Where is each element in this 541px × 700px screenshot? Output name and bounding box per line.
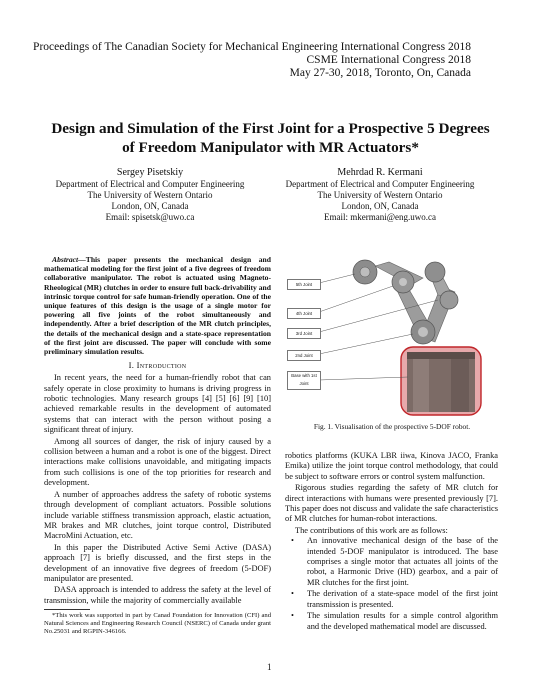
paragraph: robotics platforms (KUKA LBR iiwa, Kinova JACO, Franka Emika) utilize the joint torque control methodology, that could be subject to software errors or control system malfunction. bbox=[285, 451, 498, 481]
paragraph: In this paper the Distributed Active Semi Active (DASA) approach [7] is briefly discussed, and the first steps in the development of an innovative five degrees of freedom (5-DOF) manipulator are presented. bbox=[44, 542, 271, 583]
figure-caption: Fig. 1. Visualisation of the prospective 5-DOF robot. bbox=[313, 422, 471, 431]
figure-label-joint-5: 5th Joint bbox=[287, 279, 321, 290]
figure-robot bbox=[283, 252, 501, 418]
bullet-icon: • bbox=[291, 611, 294, 621]
section-title: Introduction bbox=[136, 360, 187, 371]
author-email: Email: mkermani@eng.uwo.ca bbox=[323, 212, 436, 222]
proceedings-header bbox=[33, 41, 471, 80]
abstract-label: Abstract bbox=[52, 255, 79, 264]
footnote: *This work was supported in part by Canad Foundation for Innovation (CFI) and Natural Sciences and Engineering Research Council (NSERC) of Canada under grant No.25031 and RGPIN-346166. bbox=[44, 612, 271, 636]
paragraph: Rigorous studies regarding the safety of MR clutch for direct interactions with humans were presented previously [7]. This paper does not discuss and validate the safe characteristics of MR clutches for human-robot interactions. bbox=[285, 483, 498, 524]
list-item-text: The simulation results for a simple control algorithm and the developed mathematical model are discussed. bbox=[307, 611, 498, 631]
header-line-3: May 27-30, 2018, Toronto, On, Canada bbox=[289, 67, 471, 79]
figure-label-joint-4: 4th Joint bbox=[287, 308, 321, 319]
author-name: Sergey Pisetskiy bbox=[116, 167, 184, 178]
author-city: London, ON, Canada bbox=[341, 201, 419, 211]
abstract bbox=[44, 255, 271, 356]
left-column bbox=[44, 255, 271, 636]
header-line-2: CSME International Congress 2018 bbox=[306, 54, 471, 66]
author-dept: Department of Electrical and Computer Engineering bbox=[285, 179, 475, 189]
author-name: Mehrdad R. Kermani bbox=[337, 167, 423, 178]
section-number: I. bbox=[128, 360, 135, 371]
bullet-icon: • bbox=[291, 589, 294, 599]
paragraph: The contributions of this work are as follows: bbox=[295, 525, 448, 535]
paper-title bbox=[30, 119, 511, 157]
paragraph: In recent years, the need for a human-friendly robot that can safely operate in close proximity to humans is driving progress in robotic technologies. Many research groups [4] [5] [6] [9] [10] achieved remarkable results in the development of automated systems that can interact with the person without posing a significant threat of injury. bbox=[44, 373, 271, 435]
title-line-2: of Freedom Manipulator with MR Actuators* bbox=[122, 139, 419, 156]
list-item-text: The derivation of a state-space model of the first joint transmission is presented. bbox=[307, 589, 498, 609]
title-line-1: Design and Simulation of the First Joint for a Prospective 5 Degrees bbox=[51, 120, 490, 137]
list-item bbox=[285, 536, 498, 588]
right-column bbox=[285, 451, 498, 633]
figure-label-joint-3: 3rd Joint bbox=[287, 328, 321, 339]
abstract-text: —This paper presents the mechanical design and mathematical modeling for the first joint of a five degrees of freedom collaborative manipulator. The robot is actuated using Magneto-Rheological (MR) clutches in order to ensure full back-drivability and intrinsic torque control for safe human-friendly operation. One of the unique features of this design is the usage of a single motor for powering all five joints of the robot simultaneously and independently. After a brief description of the MR clutch principles, the details of the mechanical design and a state-space representation of the first joint are discussed. The paper will conclude with some preliminary simulation results. bbox=[44, 255, 271, 357]
list-item bbox=[285, 611, 498, 632]
author-email: Email: spisetsk@uwo.ca bbox=[105, 212, 195, 222]
footnote-rule bbox=[44, 609, 90, 610]
page-number: 1 bbox=[267, 662, 272, 672]
list-item-text: An innovative mechanical design of the base of the intended 5-DOF manipulator is introduced. The base comprises a single motor that actuates all joints of the robot, a Harmonic Drive (HD) gearbox, and a pair of MR clutches for the first joint. bbox=[307, 536, 498, 587]
paragraph: A number of approaches address the safety of robotic systems through development of compliant actuators. Possible solutions include variable stiffness transmission approach, elastic actuation, MR brakes and MR clutches, joint torque control, Distributed MacroMini Actuation, etc. bbox=[44, 489, 271, 541]
figure-label-joint-2: 2nd Joint bbox=[287, 350, 321, 361]
header-line-1: Proceedings of The Canadian Society for Mechanical Engineering International Congress 2018 bbox=[33, 41, 471, 53]
author-univ: The University of Western Ontario bbox=[317, 190, 443, 200]
section-heading-introduction bbox=[44, 360, 271, 370]
intro-text bbox=[44, 373, 271, 606]
figure-label-base: Base with 1st Joint bbox=[287, 371, 321, 390]
author-1 bbox=[50, 166, 250, 223]
bullet-icon: • bbox=[291, 536, 294, 546]
author-city: London, ON, Canada bbox=[111, 201, 189, 211]
contributions-list bbox=[285, 536, 498, 632]
paragraph: DASA approach is intended to address the safety at the level of transmission, while the majority of commercially available bbox=[44, 585, 271, 605]
author-2 bbox=[280, 166, 480, 223]
author-dept: Department of Electrical and Computer Engineering bbox=[55, 179, 245, 189]
author-univ: The University of Western Ontario bbox=[87, 190, 213, 200]
list-item bbox=[285, 589, 498, 610]
paragraph: Among all sources of danger, the risk of injury caused by a collision between a human and a robot is one of the biggest. Direct interactions make collisions unavoidable, and mitigating impacts from such collisions is one of the top priorities for research and development. bbox=[44, 436, 271, 488]
